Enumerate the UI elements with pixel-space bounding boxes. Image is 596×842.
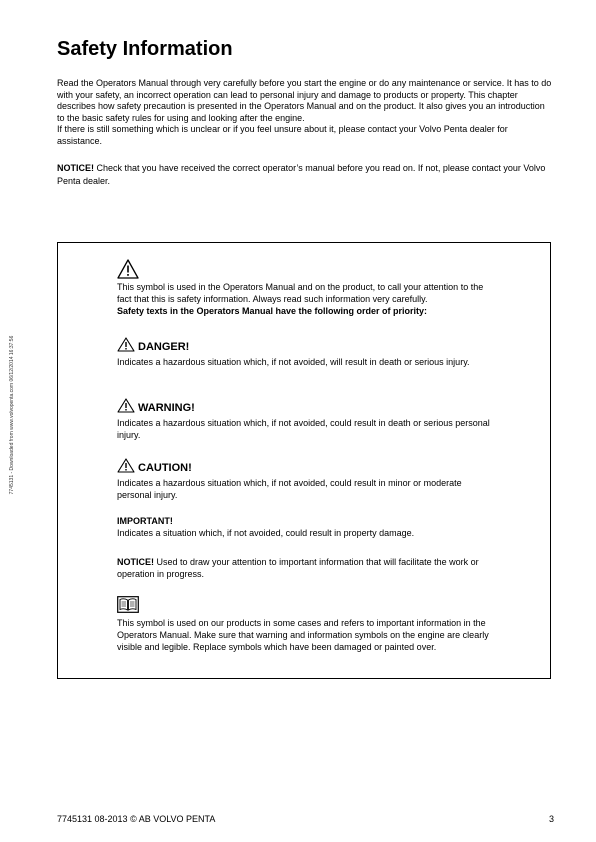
danger-block — [117, 337, 497, 368]
notice-label: NOTICE! — [117, 557, 154, 567]
notice-text: Used to draw your attention to important information that will facilitate the work or operation in progress. — [117, 557, 479, 579]
intro-text — [57, 78, 553, 148]
warning-triangle-icon — [117, 458, 135, 477]
caution-text: Indicates a hazardous situation which, if not avoided, could result in minor or moderate personal injury. — [117, 478, 462, 500]
book-symbol-text-block — [117, 617, 497, 653]
important-block — [117, 515, 497, 539]
safety-box — [57, 242, 551, 679]
danger-text: Indicates a hazardous situation which, if not avoided, will result in death or serious injury. — [117, 357, 470, 367]
intro-paragraph-1: Read the Operators Manual through very carefully before you start the engine or do any maintenance or service. It has to do with your safety, an incorrect operation can lead to personal injury and damage to products or property. This chapter describes how safety precaution is presented in the Operators Manual and on the product. It also gives you an introduction to the basic safety rules for using and looking after the engine. — [57, 78, 552, 123]
page-title: Safety Information — [57, 38, 233, 60]
notice-block — [117, 556, 497, 580]
caution-block — [117, 458, 497, 501]
symbol-block — [117, 259, 497, 282]
priority-heading: Safety texts in the Operators Manual have the following order of priority: — [117, 306, 428, 316]
manual-book-icon — [117, 596, 139, 616]
notice-text: Check that you have received the correct operator’s manual before you read on. If not, please contact your Volvo Penta dealer. — [57, 163, 546, 186]
intro-paragraph-2: If there is still something which is unclear or if you feel unsure about it, please contact your Volvo Penta dealer for assistance. — [57, 124, 508, 146]
page-number: 3 — [548, 814, 554, 824]
warning-triangle-icon — [117, 398, 135, 417]
important-label: IMPORTANT! — [117, 516, 173, 526]
warning-text: Indicates a hazardous situation which, if not avoided, could result in death or serious personal injury. — [117, 418, 490, 440]
warning-triangle-icon — [117, 337, 135, 356]
notice-paragraph — [57, 162, 553, 188]
download-stamp: 7745131 - Downloaded from www.volvopenta.com 06/12/2014 16:37:56 — [9, 335, 15, 495]
caution-label: CAUTION! — [138, 461, 192, 474]
important-text: Indicates a situation which, if not avoided, could result in property damage. — [117, 528, 415, 538]
book-symbol-text: This symbol is used on our products in some cases and refers to important information in the Operators Manual. Make sure that warning and information symbols on the engine are clearly visible and legible. Replace symbols which have been damaged or painted over. — [117, 618, 489, 652]
warning-label: WARNING! — [138, 401, 195, 414]
footer-copyright: 7745131 08-2013 © AB VOLVO PENTA — [57, 814, 216, 824]
symbol-intro-block — [117, 281, 497, 317]
warning-block — [117, 398, 497, 441]
notice-label: NOTICE! — [57, 163, 94, 173]
danger-label: DANGER! — [138, 340, 190, 353]
warning-triangle-icon — [117, 259, 139, 282]
book-symbol-block — [117, 596, 497, 616]
symbol-intro-text: This symbol is used in the Operators Manual and on the product, to call your attention to the fact that this is safety information. Always read such information very carefully. — [117, 282, 484, 304]
